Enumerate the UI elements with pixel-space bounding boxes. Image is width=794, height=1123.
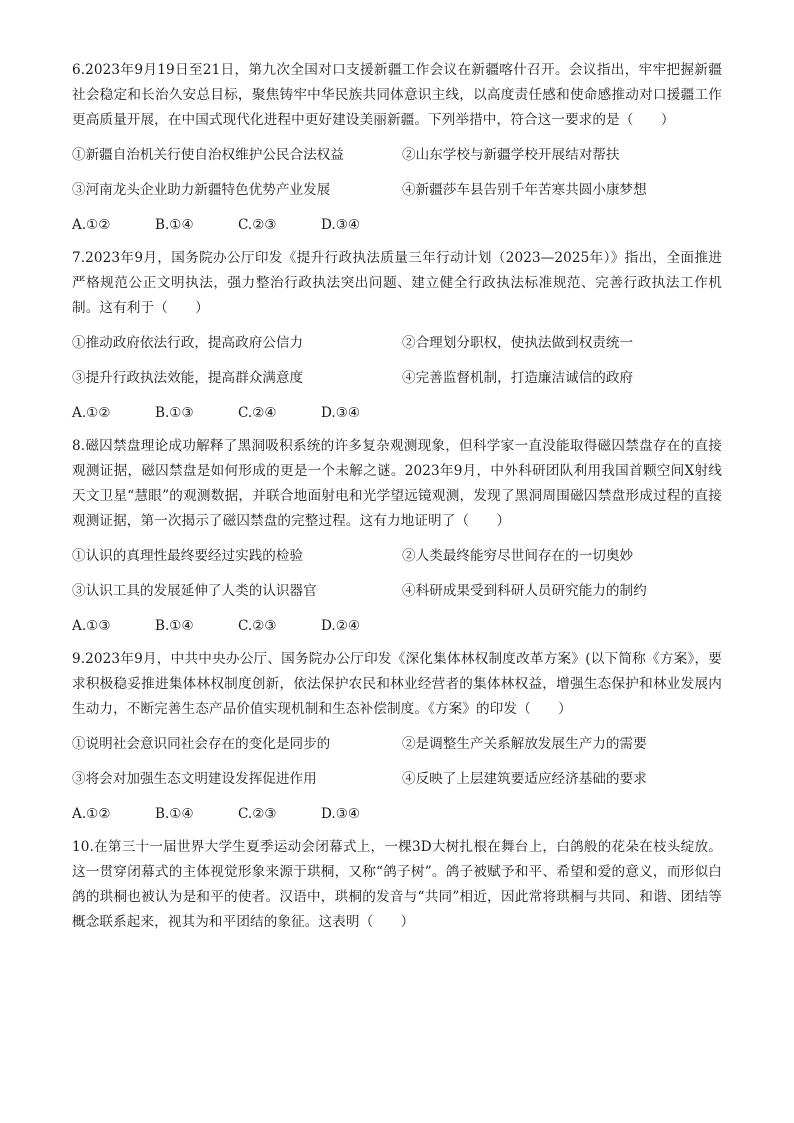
- answer-a: A.①②: [72, 405, 111, 421]
- answer-choices: [72, 401, 722, 426]
- answer-a: A.①②: [72, 806, 111, 822]
- option-row: [72, 579, 722, 604]
- option-row: [72, 143, 722, 168]
- answer-d: D.③④: [321, 405, 361, 421]
- question-6: [72, 58, 722, 238]
- answer-choices: [72, 213, 722, 238]
- question-stem: 7.2023年9月，国务院办公厅印发《提升行政执法质量三年行动计划（2023—2025年）》指出，全面推进严格规范公正文明执法，强力整治行政执法突出问题、建立健全行政执法标准规范、完善行政执法工作机制。这有利于（ ）: [72, 250, 722, 316]
- option-4: ④新疆莎车县告别千年苦寒共圆小康梦想: [402, 182, 647, 198]
- option-row: [72, 366, 722, 391]
- answer-d: D.③④: [321, 806, 361, 822]
- question-stem: 6.2023年9月19日至21日，第九次全国对口支援新疆工作会议在新疆喀什召开。会议指出，牢牢把握新疆社会稳定和长治久安总目标，聚焦铸牢中华民族共同体意识主线，以高度责任感和使命感推动对口援疆工作更高质量开展，在中国式现代化进程中更好建设美丽新疆。下列举措中，符合这一要求的是（ ）: [72, 62, 722, 128]
- option-row: [72, 331, 722, 356]
- option-row: [72, 732, 722, 757]
- option-1: ①新疆自治机关行使自治权维护公民合法权益: [72, 147, 344, 163]
- answer-b: B.①④: [155, 806, 194, 822]
- question-stem: 10.在第三十一届世界大学生夏季运动会闭幕式上，一棵3D大树扎根在舞台上，白鸽般的花朵在枝头绽放。这一贯穿闭幕式的主体视觉形象来源于珙桐，又称“鸽子树”。鸽子被赋予和平、希望和爱的意义，而形似白鸽的珙桐也被认为是和平的使者。汉语中，珙桐的发音与“共同”相近，因此常将珙桐与共同、和谐、团结等概念联系起来，视其为和平团结的象征。这表明（ ）: [72, 839, 722, 930]
- question-8: [72, 434, 722, 639]
- option-3: ③将会对加强生态文明建设发挥促进作用: [72, 771, 317, 787]
- question-stem: 9.2023年9月，中共中央办公厅、国务院办公厅印发《深化集体林权制度改革方案》(以下简称《方案》，要求积极稳妥推进集体林权制度创新，依法保护农民和林业经营者的集体林权益，增强生态保护和林业发展内生动力，不断完善生态产品价值实现机制和生态补偿制度。《方案》的印发（ ）: [72, 651, 722, 717]
- option-1: ①认识的真理性最终要经过实践的检验: [72, 548, 304, 564]
- answer-b: B.①④: [155, 618, 194, 634]
- option-2: ②合理划分职权，使执法做到权责统一: [402, 335, 634, 351]
- option-1: ①说明社会意识同社会存在的变化是同步的: [72, 736, 331, 752]
- question-9: [72, 647, 722, 827]
- answer-choices: [72, 614, 722, 639]
- option-3: ③认识工具的发展延伸了人类的认识器官: [72, 583, 317, 599]
- answer-a: A.①②: [72, 217, 111, 233]
- option-4: ④完善监督机制，打造廉洁诚信的政府: [402, 370, 634, 386]
- answer-c: C.②④: [238, 405, 277, 421]
- option-3: ③提升行政执法效能，提高群众满意度: [72, 370, 304, 386]
- question-10: [72, 835, 722, 935]
- answer-c: C.②③: [238, 618, 277, 634]
- exam-page: [72, 58, 722, 935]
- option-2: ②是调整生产关系解放发展生产力的需要: [402, 736, 647, 752]
- answer-b: B.①④: [155, 217, 194, 233]
- answer-b: B.①③: [155, 405, 194, 421]
- answer-choices: [72, 802, 722, 827]
- option-row: [72, 178, 722, 203]
- option-2: ②山东学校与新疆学校开展结对帮扶: [402, 147, 620, 163]
- answer-d: D.②④: [321, 618, 361, 634]
- answer-c: C.②③: [238, 217, 277, 233]
- question-stem: 8.磁囚禁盘理论成功解释了黑洞吸积系统的许多复杂观测现象，但科学家一直没能取得磁囚禁盘存在的直接观测证据，磁囚禁盘是如何形成的更是一个未解之谜。2023年9月，中外科研团队利用我国首颗空间X射线天文卫星“慧眼”的观测数据，并联合地面射电和光学望远镜观测，发现了黑洞周围磁囚禁盘形成过程的直接观测证据，第一次揭示了磁囚禁盘的完整过程。这有力地证明了（ ）: [72, 438, 722, 529]
- answer-a: A.①③: [72, 618, 111, 634]
- option-4: ④科研成果受到科研人员研究能力的制约: [402, 583, 647, 599]
- answer-d: D.③④: [321, 217, 361, 233]
- question-7: [72, 246, 722, 426]
- option-4: ④反映了上层建筑要适应经济基础的要求: [402, 771, 647, 787]
- option-row: [72, 767, 722, 792]
- option-2: ②人类最终能穷尽世间存在的一切奥妙: [402, 548, 634, 564]
- option-1: ①推动政府依法行政，提高政府公信力: [72, 335, 304, 351]
- option-row: [72, 544, 722, 569]
- answer-c: C.②③: [238, 806, 277, 822]
- option-3: ③河南龙头企业助力新疆特色优势产业发展: [72, 182, 331, 198]
